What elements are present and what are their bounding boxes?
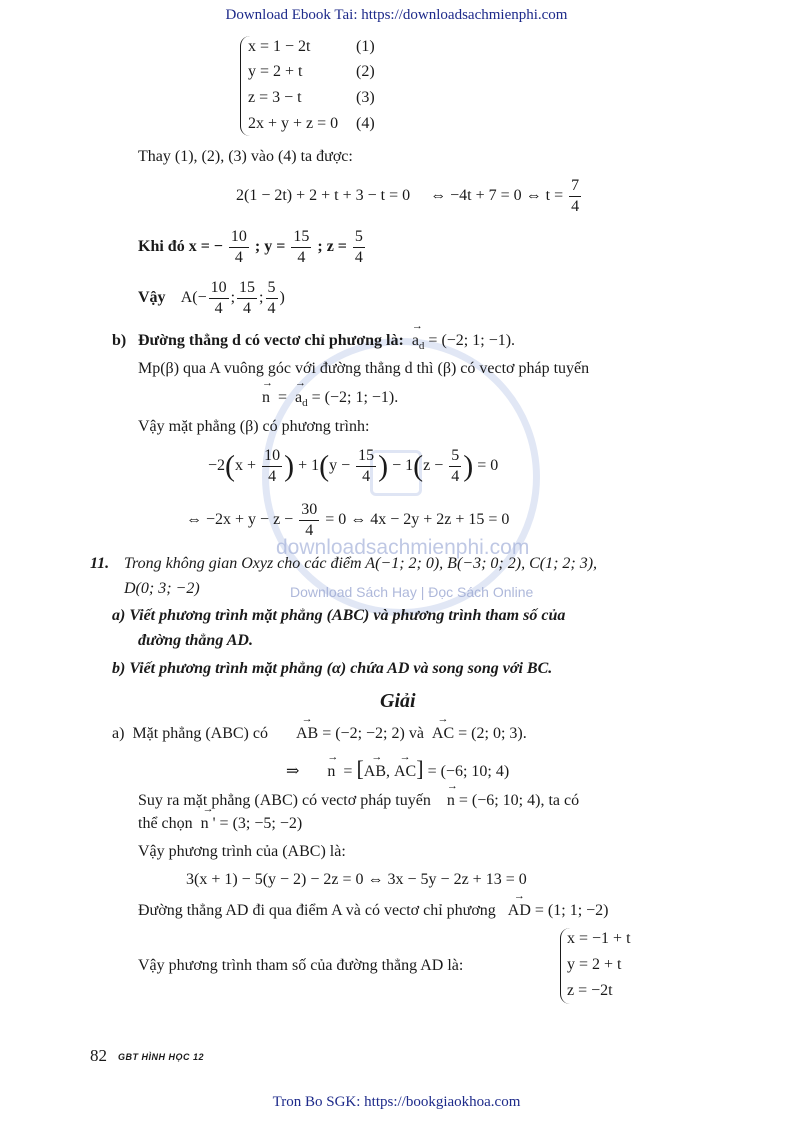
- solution-vay-ts: Vậy phương trình tham số của đường thẳng AD là:: [138, 957, 464, 974]
- system-line-2: y = 2 + t: [248, 63, 303, 80]
- page-number: 82: [90, 1046, 107, 1065]
- system2-line-1: x = −1 + t: [567, 930, 631, 947]
- solution-the-chon: thể chọn → n ' = (3; −5; −2): [138, 815, 302, 833]
- part-b-label: b): [112, 332, 127, 349]
- system2-line-2: y = 2 + t: [567, 956, 622, 973]
- problem-b: b) Viết phương trình mặt phẳng (α) chứa AD và song song với BC.: [112, 660, 553, 677]
- text-thay: Thay (1), (2), (3) vào (4) ta được:: [138, 148, 353, 165]
- system2-line-3: z = −2t: [567, 982, 613, 999]
- part-b-line4: Vậy mặt phẳng (β) có phương trình:: [138, 418, 370, 435]
- watermark-site: downloadsachmienphi.com: [276, 536, 530, 559]
- eq1-frac: $\frac{7}{4}$: [571, 176, 580, 215]
- giai-heading: Giải: [380, 690, 416, 712]
- header-download-link[interactable]: Download Ebook Tai: https://downloadsachmienphi.com: [225, 7, 568, 23]
- solution-ad-line: Đường thẳng AD đi qua điểm A và có vectơ chỉ phương → AD = (1; 1; −2): [138, 902, 608, 920]
- part-b-line3: → n = → $a_d = (-2$; 1; −1).: [262, 389, 398, 409]
- footer-sgk-link[interactable]: Tron Bo SGK: https://bookgiaokhoa.com: [272, 1094, 521, 1110]
- solution-a-line1: a) Mặt phẳng (ABC) có → AB = (−2; −2; 2) và → AC = (2; 0; 3).: [112, 725, 527, 743]
- problem-line1: Trong không gian Oxyz cho các điểm A(−1; 2; 0), B(−3; 0; 2), C(1; 2; 3),: [124, 555, 598, 572]
- system-line-4: 2x + y + z = 0: [248, 115, 339, 132]
- system-tag-2: (2): [356, 63, 375, 80]
- problem-a: a) Viết phương trình mặt phẳng (ABC) và phương trình tham số của: [112, 607, 566, 624]
- solution-cross-product: ⇒ → n = [→ AB, → AC] = (−6; 10; 4): [286, 756, 509, 782]
- solution-pt-abc: 3(x + 1) − 5(y − 2) − 2z = 0 ⇔ 3x − 5y − 2z + 13 = 0: [186, 871, 527, 888]
- part-b-line2: Mp(β) qua A vuông góc với đường thẳng d thì (β) có vectơ pháp tuyến: [138, 360, 590, 377]
- part-b-line1: Đường thẳng d có vectơ chỉ phương là: → $a_d = (-2$; 1; −1).: [138, 332, 515, 352]
- vay-a-line: Vậy A(− $\frac{10}{4}$ ; $\frac{15}{4}$ ; $\frac{5}{4}$ ): [138, 278, 285, 317]
- problem-line2: D(0; 3; −2): [124, 580, 200, 597]
- system-tag-3: (3): [356, 89, 375, 106]
- solution-vay-pt: Vậy phương trình của (ABC) là:: [138, 843, 346, 860]
- solution-suy-ra: Suy ra mặt phẳng (ABC) có vectơ pháp tuyến → n = (−6; 10; 4), ta có: [138, 792, 579, 810]
- khi-do-line: Khi đó x = − $\frac{10}{4}$ ; y = $\frac{15}{4}$ ; z = $\frac{5}{4}$: [138, 227, 363, 266]
- book-title: GBT HÌNH HỌC 12: [118, 1052, 205, 1062]
- plane-equation-simplified: ⇔ −2x + y − z − $\frac{30}{4}$ = 0 ⇔ 4x − 2y + 2z + 15 = 0: [186, 500, 510, 539]
- watermark-tagline: Download Sách Hay | Đọc Sách Online: [290, 584, 534, 600]
- eq1-mid: ⇔ −4t + 7 = 0 ⇔ t =: [430, 187, 564, 204]
- equation-t: [236, 177, 583, 215]
- plane-equation: −2(x + $\frac{10}{4}$ ) + 1(y − $\frac{15}{4}$ ) − 1(z − $\frac{5}{4}$ ) = 0: [208, 446, 499, 485]
- system-line-3: z = 3 − t: [248, 89, 302, 106]
- system-tag-1: (1): [356, 38, 375, 55]
- system-tag-4: (4): [356, 115, 375, 132]
- eq1-left: 2(1 − 2t) + 2 + t + 3 − t = 0: [236, 187, 411, 204]
- problem-number: 11.: [90, 555, 110, 572]
- system-line-1: x = 1 − 2t: [248, 38, 311, 55]
- problem-a2: đường thẳng AD.: [138, 632, 253, 649]
